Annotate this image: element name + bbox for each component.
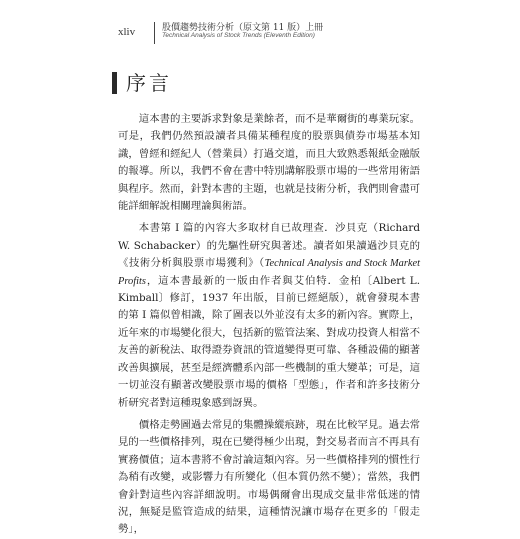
running-header (118, 20, 418, 44)
running-subtitle: Technical Analysis of Stock Trends (Eleventh Edition) (162, 32, 315, 39)
paragraph-2 (118, 220, 420, 411)
body-text (118, 111, 420, 539)
page-number: xliv (118, 26, 136, 38)
paragraph-1: 這本書的主要訴求對象是業餘者，而不是華爾街的專業玩家。可是，我們仍然預設讀者具備某種程度的股票與債券市場基本知識，曾經和經紀人（營業員）打過交道，而且大致熟悉報紙金融版的報導。所以，我們不會在書中特別講解股票市場的一些常用術語與程序。然而，針對本書的主題，也就是技術分析，我們則會盡可能詳細解說相關理論與術語。 (118, 113, 420, 213)
paragraph-2-text-b: ，這本書最新的一版由作者與艾伯特．金柏〔Albert L. Kimball〕修訂，1937 年出版，目前已經絕版），就會發現本書的第 I 篇似曾相識，除了圖表以外並沒有太多的新內容。實際上，近年來的市場變化很大，包括新的監管法案、對成功投資人相當不友善的新稅法、取得證券資訊的管道變得更可靠、各種設備的顯著改善與擴展，甚至是經濟體系內部一些機制的重大變革；可是，這一切並沒有顯著改變股票市場的價格「型態」，作者和許多技術分析研究者對這種現象感到訝異。 (118, 274, 420, 409)
paragraph-2-text-a: 本書第 I 篇的內容大多取材自已故理查．沙貝克（Richard W. Schabacker）的先驅性研究與著述。讀者如果讀過沙貝克的《技術分析與股票市場獲利》（ (118, 222, 420, 270)
book-title-italic: Technical Analysis and Stock Market Profits (118, 258, 420, 287)
heading-marker-bar (112, 72, 117, 94)
header-divider (154, 22, 155, 44)
paragraph-3: 價格走勢圖過去常見的集體操縱痕跡，現在比較罕見。過去常見的一些價格排列，現在已變得極少出現，對交易者而言不再具有實務價值；這本書將不會討論這類內容。另一些價格排列的慣性行為稍有改變，或影響力有所變化（但本質仍然不變）；當然，我們會針對這些內容詳細說明。市場偶爾會出現成交量非常低迷的情況，無疑是監管造成的結果，這種情況讓市場存在更多的「假走勢」， (118, 418, 420, 536)
section-title: 序言 (126, 71, 172, 95)
running-title: 股價趨勢技術分析（原文第 11 版）上冊 (162, 23, 324, 33)
